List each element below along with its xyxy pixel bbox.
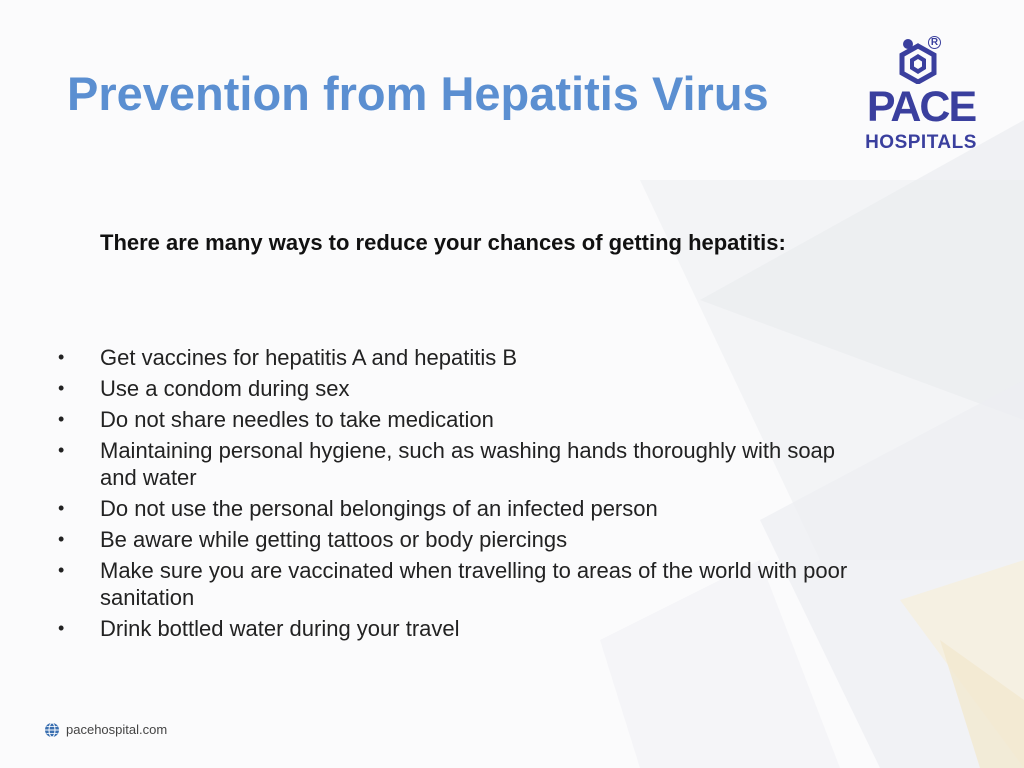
list-item-text: Use a condom during sex [100, 376, 350, 401]
list-item-text: Maintaining personal hygiene, such as washing hands thoroughly with soap and water [100, 438, 836, 490]
list-item [56, 495, 876, 522]
bullet-dot: • [58, 560, 65, 580]
list-item-text: Be aware while getting tattoos or body piercings [100, 527, 568, 552]
list-item-text: Get vaccines for hepatitis A and hepatitis B [100, 345, 518, 370]
list-item [56, 526, 876, 553]
bullet-dot: • [58, 347, 65, 367]
bullet-dot: • [58, 618, 65, 638]
bullet-dot: • [58, 529, 65, 549]
bullet-dot: • [58, 409, 65, 429]
list-item [56, 344, 876, 371]
list-item [56, 557, 876, 611]
bullet-dot: • [58, 498, 65, 518]
bullet-dot: • [58, 378, 65, 398]
prevention-list [56, 344, 876, 646]
list-item [56, 615, 876, 642]
logo-brand-pace: PACE [866, 83, 976, 131]
slide-title: Prevention from Hepatitis Virus [67, 67, 769, 120]
bullet-dot: • [58, 440, 65, 460]
globe-icon [44, 722, 60, 738]
intro-text: There are many ways to reduce your chances of getting hepatitis: [100, 230, 786, 255]
registered-mark: R [928, 36, 941, 49]
list-item [56, 375, 876, 402]
list-item-text: Make sure you are vaccinated when travelling to areas of the world with poor sanitation [100, 558, 848, 610]
list-item-text: Drink bottled water during your travel [100, 616, 460, 641]
list-item [56, 406, 876, 433]
list-item-text: Do not use the personal belongings of an infected person [100, 496, 658, 521]
list-item-text: Do not share needles to take medication [100, 407, 494, 432]
pace-hospitals-logo [858, 36, 984, 158]
list-item [56, 437, 876, 491]
logo-brand-hospitals: HOSPITALS [865, 132, 977, 153]
website-link[interactable]: pacehospital.com [66, 722, 168, 737]
